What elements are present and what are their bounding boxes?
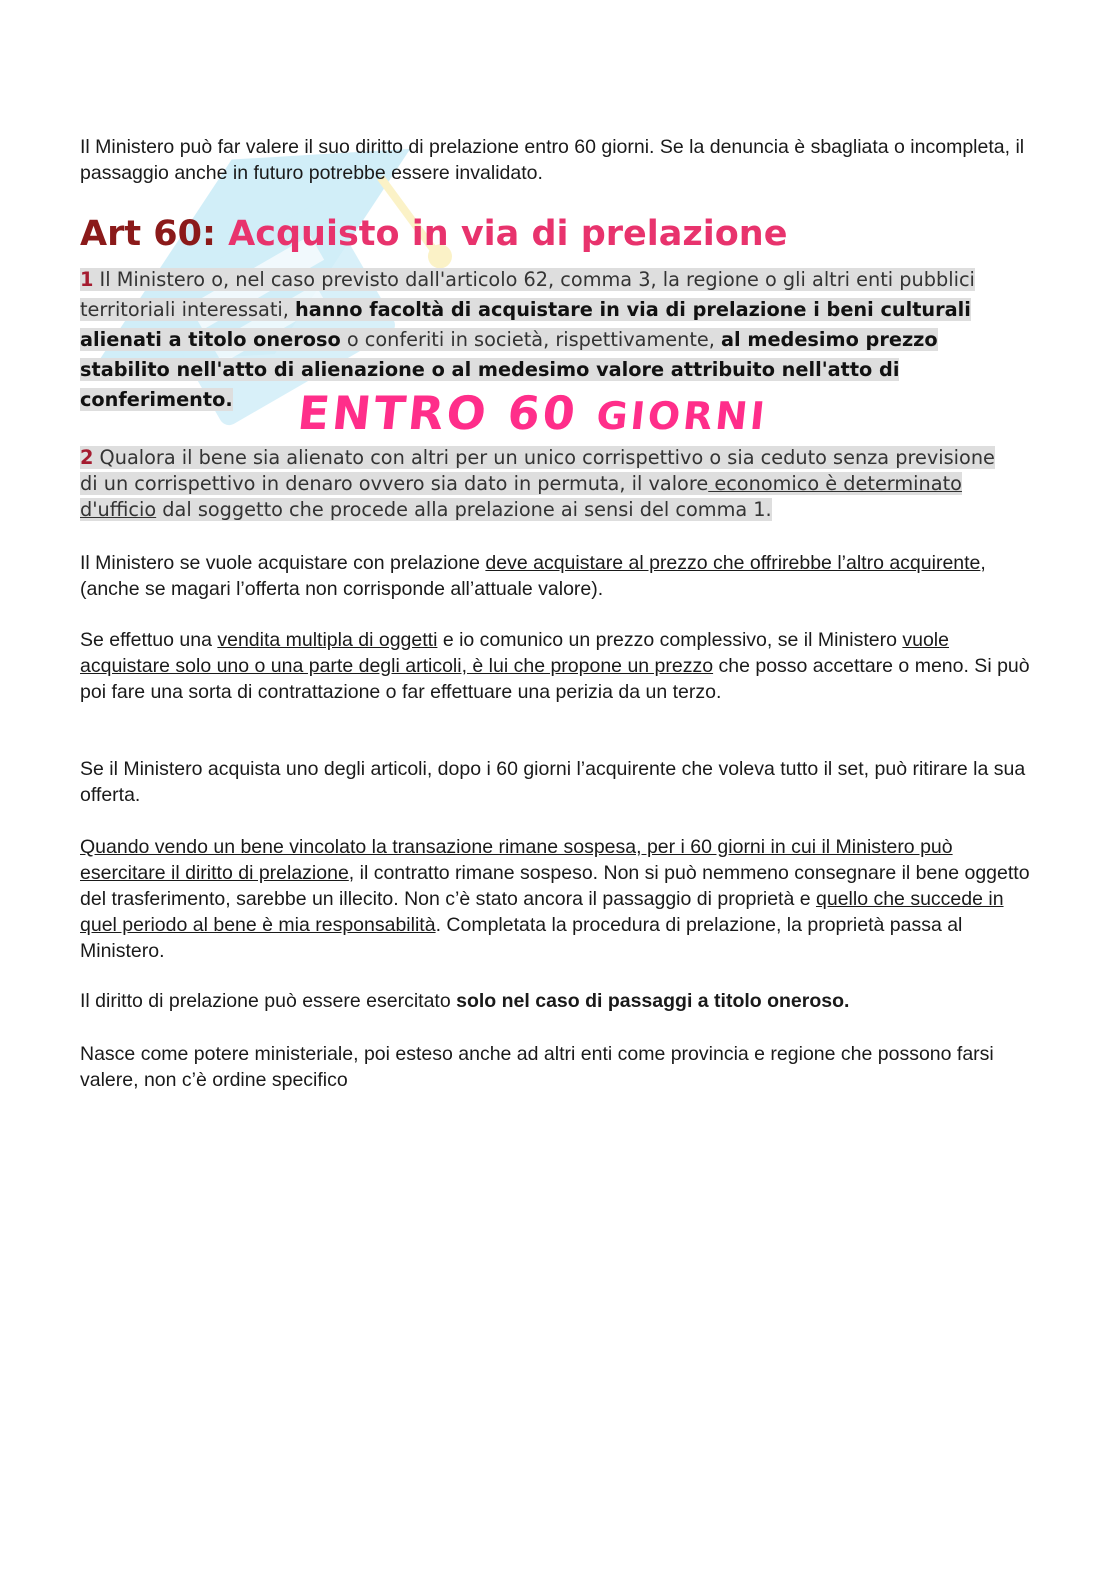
- paragraph-text: Se il Ministero acquista uno degli articoli, dopo i 60 giorni l’acquirente che voleva tutto il set, può ritirare la sua offerta.: [80, 758, 1026, 806]
- intro-paragraph: [80, 134, 1040, 186]
- paragraph-text: , il contratto rimane sospeso. Non si può nemmeno consegnare il bene oggetto del trasferimento, sarebbe un illecito. Non c’è stato ancora il passaggio di proprietà e: [80, 862, 1030, 910]
- paragraph-1: [80, 550, 1040, 602]
- paragraph-text: Il diritto di prelazione può essere esercitato: [80, 990, 457, 1012]
- handwritten-note-part: ENTRO 60: [295, 386, 600, 440]
- paragraph-text: Il Ministero se vuole acquistare con prelazione: [80, 552, 486, 574]
- underlined-text: quello che succede in quel periodo al bene è mia responsabilità: [80, 888, 1004, 936]
- underlined-text: deve acquistare al prezzo che offrirebbe l’altro acquirente: [485, 552, 981, 574]
- comma-2: [80, 445, 1010, 523]
- comma-number: 2: [80, 446, 94, 469]
- article-heading: [80, 210, 787, 258]
- comma-underlined-text: economico è determinato d'ufficio: [80, 472, 962, 521]
- paragraph-text: Nasce come potere ministeriale, poi esteso anche ad altri enti come provincia e regione che possono farsi valere, non c’è ordine specifico: [80, 1043, 994, 1091]
- comma-text: Qualora il bene sia alienato con altri per un unico corrispettivo o sia ceduto senza previsione di un corrispettivo in denaro ovvero sia dato in permuta, il valore: [80, 446, 995, 495]
- article-number: Art 60:: [80, 214, 216, 254]
- paragraph-3: [80, 756, 1040, 808]
- paragraph-text: , (anche se magari l’offerta non corrisponde all’attuale valore).: [80, 552, 986, 600]
- paragraph-text: . Completata la procedura di prelazione, la proprietà passa al Ministero.: [80, 914, 963, 962]
- underlined-text: Quando vendo un bene vincolato la transazione rimane sospesa, per i 60 giorni in cui il Ministero può esercitare il diritto di prelazione: [80, 836, 953, 884]
- intro-text: Il Ministero può far valere il suo diritto di prelazione entro 60 giorni. Se la denuncia è sbagliata o incompleta, il passaggio anche in futuro potrebbe essere invalidato.: [80, 136, 1025, 184]
- handwritten-note-part: GIORNI: [594, 394, 770, 438]
- paragraph-text: e io comunico un prezzo complessivo, se il Ministero: [437, 629, 903, 651]
- paragraph-text: Se effettuo una: [80, 629, 218, 651]
- comma-text: o conferiti in società, rispettivamente,: [340, 328, 722, 351]
- comma-bold-text: hanno facoltà di acquistare in via di prelazione i beni culturali alienati a titolo oneroso: [80, 298, 971, 351]
- comma-text: dal soggetto che procede alla prelazione ai sensi del comma 1.: [156, 498, 772, 521]
- comma-number: 1: [80, 268, 94, 291]
- bold-text: solo nel caso di passaggi a titolo oneroso.: [456, 990, 850, 1012]
- article-title: Acquisto in via di prelazione: [228, 214, 788, 254]
- paragraph-5: [80, 988, 1040, 1014]
- paragraph-4: [80, 834, 1040, 964]
- comma-text: Il Ministero o, nel caso previsto dall'articolo 62, comma 3, la regione o gli altri enti pubblici territoriali interessati,: [80, 268, 975, 321]
- paragraph-6: [80, 1041, 1040, 1093]
- handwritten-note: [295, 386, 770, 440]
- paragraph-2: [80, 627, 1040, 705]
- paragraph-text: che posso accettare o meno. Si può poi fare una sorta di contrattazione o far effettuare una perizia da un terzo.: [80, 655, 1030, 703]
- underlined-text: vendita multipla di oggetti: [217, 629, 438, 651]
- underlined-text: vuole acquistare solo uno o una parte degli articoli, è lui che propone un prezzo: [80, 629, 949, 677]
- comma-bold-text: al medesimo prezzo stabilito nell'atto di alienazione o al medesimo valore attribuito nell'atto di conferimento.: [80, 328, 938, 411]
